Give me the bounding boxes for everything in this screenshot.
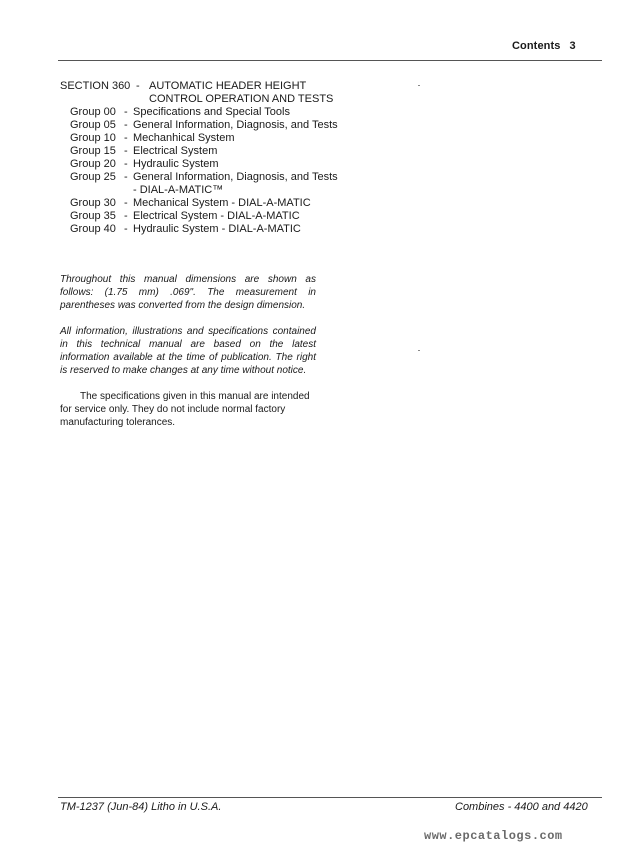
table-of-contents bbox=[60, 80, 340, 236]
group-dash: - bbox=[124, 106, 128, 118]
group-label: Group 40 bbox=[70, 223, 116, 235]
group-title: Electrical System bbox=[133, 145, 218, 157]
footer-rule bbox=[58, 797, 602, 798]
toc-section-row bbox=[60, 80, 340, 106]
dimensions-note: Throughout this manual dimensions are shown as follows: (1.75 mm) .069". The measurement in parentheses was converted from the design dimension. bbox=[60, 274, 316, 311]
toc-group-row bbox=[60, 158, 340, 171]
group-dash: - bbox=[124, 223, 128, 235]
section-label: SECTION 360 bbox=[60, 80, 131, 92]
toc-group-row bbox=[60, 223, 340, 236]
toc-group-row bbox=[60, 119, 340, 132]
scan-speck bbox=[418, 350, 420, 351]
group-dash: - bbox=[124, 210, 128, 222]
group-dash: - bbox=[124, 119, 128, 131]
footer-product: Combines - 4400 and 4420 bbox=[455, 801, 588, 813]
group-title: Electrical System - DIAL-A-MATIC bbox=[133, 210, 300, 222]
group-label: Group 00 bbox=[70, 106, 116, 118]
group-label: Group 35 bbox=[70, 210, 116, 222]
group-label: Group 10 bbox=[70, 132, 116, 144]
header-title: Contents bbox=[512, 40, 561, 52]
watermark-url: www.epcatalogs.com bbox=[424, 829, 563, 843]
toc-group-row bbox=[60, 132, 340, 145]
group-title: General Information, Diagnosis, and Tests - DIAL-A-MATIC™ bbox=[133, 171, 338, 196]
toc-group-row bbox=[60, 210, 340, 223]
group-title: Mechanical System - DIAL-A-MATIC bbox=[133, 197, 311, 209]
scan-speck bbox=[418, 85, 420, 86]
group-dash: - bbox=[124, 171, 128, 183]
group-label: Group 30 bbox=[70, 197, 116, 209]
toc-group-row bbox=[60, 197, 340, 210]
page-number: 3 bbox=[569, 40, 576, 52]
group-title: Hydraulic System - DIAL-A-MATIC bbox=[133, 223, 301, 235]
section-title: AUTOMATIC HEADER HEIGHT CONTROL OPERATION AND TESTS bbox=[149, 80, 334, 105]
toc-group-row bbox=[60, 106, 340, 119]
group-label: Group 15 bbox=[70, 145, 116, 157]
group-label: Group 05 bbox=[70, 119, 116, 131]
footer-document-id: TM-1237 (Jun-84) Litho in U.S.A. bbox=[60, 801, 222, 813]
group-dash: - bbox=[124, 158, 128, 170]
specifications-note: The specifications given in this manual are intended for service only. They do not include normal factory manufacturing tolerances. bbox=[60, 391, 310, 428]
group-dash: - bbox=[124, 145, 128, 157]
group-dash: - bbox=[124, 197, 128, 209]
section-dash: - bbox=[136, 80, 140, 92]
group-title: Specifications and Special Tools bbox=[133, 106, 290, 118]
toc-group-row bbox=[60, 171, 340, 197]
information-note: All information, illustrations and specifications contained in this technical manual are based on the latest information available at the time of publication. The right is reserved to make changes at any time without notice. bbox=[60, 326, 316, 376]
page-header bbox=[512, 40, 576, 52]
group-title: Hydraulic System bbox=[133, 158, 219, 170]
group-label: Group 20 bbox=[70, 158, 116, 170]
group-title: General Information, Diagnosis, and Tests bbox=[133, 119, 338, 131]
toc-group-row bbox=[60, 145, 340, 158]
header-rule bbox=[58, 60, 602, 61]
group-dash: - bbox=[124, 132, 128, 144]
group-label: Group 25 bbox=[70, 171, 116, 183]
group-title: Mechanhical System bbox=[133, 132, 235, 144]
